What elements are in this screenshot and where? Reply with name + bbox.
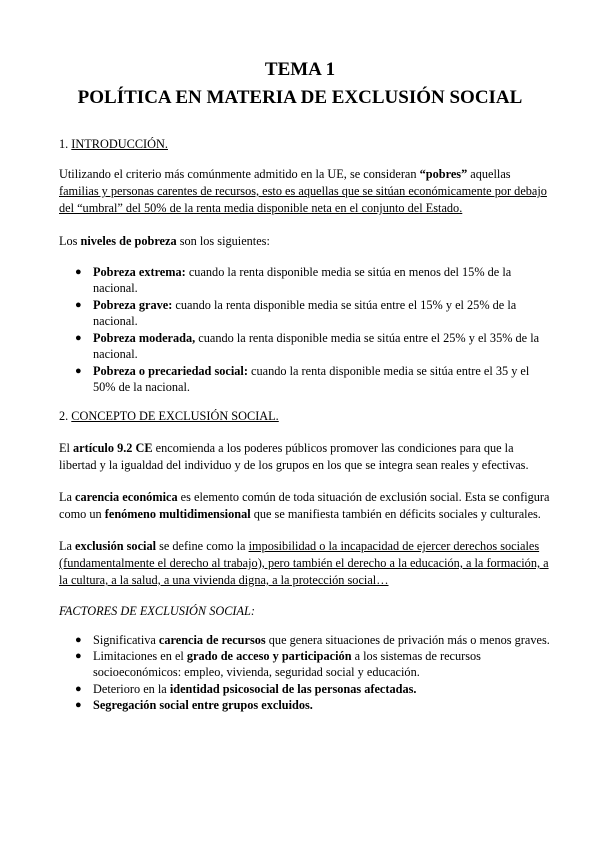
list-item-text: que genera situaciones de privación más o menos graves. [265,633,550,647]
exclusion-line-3: la cultura, a la salud, a una vivienda digna, a la protección social… [59,573,389,587]
exclusion-bold: exclusión social [75,539,157,553]
levels-text: son los siguientes: [176,234,270,248]
exclusion-text: se define como la [156,539,249,553]
bullet-icon: ● [75,365,82,377]
carencia-text: es elemento común de toda situación de exclusión social. Esta se configura [177,490,550,504]
carencia-text: que se manifiesta también en déficits sociales y culturales. [250,507,541,521]
carencia-text: La [59,490,76,504]
section-2-title: CONCEPTO DE EXCLUSIÓN SOCIAL. [71,409,279,423]
section-2-heading [59,408,279,424]
list-item [93,297,516,313]
list-item-bold: carencia de recursos [158,633,266,647]
carencia-bold: fenómeno multidimensional [104,507,251,521]
list-item-text: cuando la renta disponible media se sitúa entre el 15% y el 25% de la [172,298,517,312]
doc-title-line-1: TEMA 1 [264,59,336,80]
exclusion-underlined: imposibilidad o la incapacidad de ejercer derechos sociales [248,539,540,553]
list-item-text: cuando la renta disponible media se sitúa entre el 25% y el 35% de la [195,331,540,345]
list-item-text: cuando la renta disponible media se sitúa entre el 35 y el [247,364,530,378]
list-item-text: a los sistemas de recursos [351,649,481,663]
list-item-text: Deterioro en la [93,682,170,696]
levels-text: Los [59,234,81,248]
intro-line-2: familias y personas carentes de recursos, esto es aquellas que se sitúan económicamente por debajo [59,184,547,198]
bullet-icon: ● [75,332,82,344]
section-1-number: 1. [59,137,72,151]
list-item-text: Significativa [93,633,159,647]
list-item: Segregación social entre grupos excluidos. [93,698,313,712]
exclusion-line-2: (fundamentalmente el derecho al trabajo), pero también el derecho a la educación, a la formación, a [59,556,549,570]
list-item-continuation: 50% de la nacional. [93,380,190,394]
list-item-term: Pobreza moderada, [93,331,196,345]
bullet-icon: ● [75,266,82,278]
bullet-icon: ● [75,683,82,695]
intro-text: aquellas [467,167,511,181]
bullet-icon: ● [75,634,82,646]
list-item-continuation: socioeconómicos: empleo, vivienda, seguridad social y educación. [93,665,420,679]
list-item [93,330,539,346]
list-item-bold: grado de acceso y participación [186,649,352,663]
bullet-icon: ● [75,299,82,311]
list-item [93,264,511,280]
carencia-text: como un [59,507,105,521]
carencia-line-2 [59,506,541,522]
intro-line-3: del “umbral” del 50% de la renta media disponible neta en el conjunto del Estado. [59,201,463,215]
section-1-title: INTRODUCCIÓN. [71,137,168,151]
list-item-term: Pobreza o precariedad social: [93,364,248,378]
exclusion-text: La [59,539,76,553]
article-line-2: libertad y la igualdad del individuo y de los grupos en los que se integra sean reales y efectivas. [59,458,529,472]
section-1-heading [59,136,168,152]
section-2-number: 2. [59,409,72,423]
list-item-continuation: nacional. [93,314,138,328]
article-bold: artículo 9.2 CE [73,441,153,455]
list-item-continuation: nacional. [93,347,138,361]
list-item [93,681,416,697]
list-item-text: cuando la renta disponible media se sitúa en menos del 15% de la [185,265,512,279]
list-item [93,632,550,648]
intro-line-1 [59,166,511,182]
bullet-icon: ● [75,650,82,662]
carencia-bold: carencia económica [75,490,178,504]
exclusion-line-1 [59,538,539,554]
list-item [93,648,481,664]
list-item-text: Limitaciones en el [93,649,187,663]
list-item [93,363,529,379]
article-line-1 [59,440,514,456]
intro-text: Utilizando el criterio más comúnmente admitido en la UE, se consideran [59,167,420,181]
article-text: encomienda a los poderes públicos promover las condiciones para que la [152,441,514,455]
bullet-icon: ● [75,699,82,711]
levels-bold: niveles de pobreza [80,234,177,248]
carencia-line-1 [59,489,549,505]
intro-bold-pobres: “pobres” [419,167,468,181]
factores-heading: FACTORES DE EXCLUSIÓN SOCIAL: [59,604,255,618]
levels-intro [59,233,270,249]
doc-title-line-2: POLÍTICA EN MATERIA DE EXCLUSIÓN SOCIAL [77,87,523,108]
list-item-term: Pobreza extrema: [93,265,186,279]
list-item-term: Pobreza grave: [93,298,173,312]
article-text: El [59,441,74,455]
list-item-continuation: nacional. [93,281,138,295]
list-item-bold: identidad psicosocial de las personas afectadas. [169,682,417,696]
